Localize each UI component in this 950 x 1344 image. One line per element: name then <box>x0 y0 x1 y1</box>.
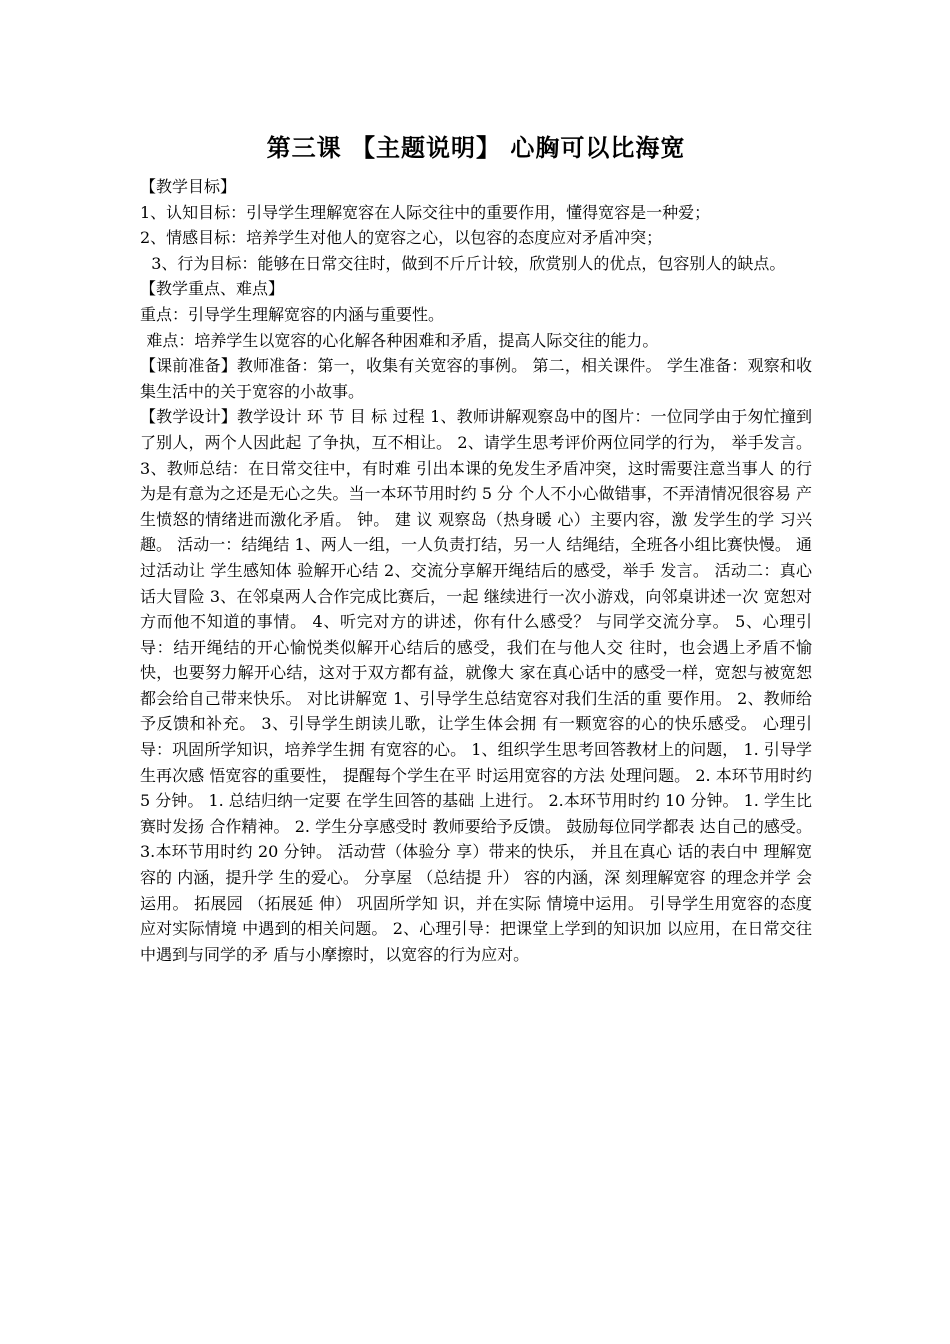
objectives-heading: 【教学目标】 <box>140 177 237 196</box>
key-points-heading: 【教学重点、难点】 <box>140 279 285 299</box>
difficulty-point: 难点：培养学生以宽容的心化解各种困难和矛盾，提高人际交往的能力。 <box>146 330 659 350</box>
document-title: 第三课 【主题说明】 心胸可以比海宽 <box>266 133 686 162</box>
design-paragraph: 【教学设计】教学设计 环 节 目 标 过程 1、教师讲解观察岛中的图片：一位同学由于匆忙撞到了别人，两个人因此起 了争执，互不相让。 2、请学生思考评价两位同学的行为， 举手发言。 3、教师总结：在日常交往中，有时难 引出本课的免发生矛盾冲突，这时需要注意当事人 的行为是有意为之还是无心之失。当一本环节用时约 5 分 个人不小心做错事，不弄清情况很容易 产生愤怒的情绪进而激化矛盾。 钟。 建 议 观察岛（热身暖 心）主要内容，激 发学生的学 习兴趣。 活动一：结绳结 1、两人一组，一人负责打结，另一人 结绳结，全班各小组比赛快慢。 通过活动让 学生感知体 验解开心结 2、交流分享解开绳结后的感受，举手 发言。 活动二：真心话大冒险 3、在邻桌两人合作完成比赛后，一起 继续进行一次小游戏，向邻桌讲述一次 宽恕对方而他不知道的事情。 4、听完对方的讲述，你有什么感受？ 与同学交流分享。 5、心理引导：结开绳结的开心愉悦类似解开心结后的感受，我们在与他人交 往时，也会遇上矛盾不愉快，也要努力解开心结，这对于双方都有益，就像大 家在真心话中的感受一样，宽恕与被宽恕都会给自己带来快乐。 对比讲解宽 1、引导学生总结宽容对我们生活的重 要作用。 2、教师给予反馈和补充。 3、引导学生朗读儿歌，让学生体会拥 有一颗宽容的心的快乐感受。 心理引导：巩固所学知识，培养学生拥 有宽容的心。 1、组织学生思考回答教材上的问题， 1. 引导学生再次感 悟宽容的重要性， 提醒每个学生在平 时运用宽容的方法 处理问题。 2. 本环节用时约 5 分钟。 1. 总结归纳一定要 在学生回答的基础 上进行。 2.本环节用时约 10 分钟。 1. 学生比赛时发扬 合作精神。 2. 学生分享感受时 教师要给予反馈。 鼓励每位同学都表 达自己的感受。 3.本环节用时约 20 分钟。 活动营（体验分 享）带来的快乐， 并且在真心 话的表白中 理解宽容的 内涵，提升学 生的爱心。 分享屋 （总结提 升） 容的内涵，深 刻理解宽容 的理念并学 会运用。 拓展园 （拓展延 伸） 巩固所学知 识，并在实际 情境中运用。 引导学生用宽容的态度应对实际情境 中遇到的相关问题。 2、心理引导：把课堂上学到的知识加 以应用，在日常交往中遇到与同学的矛 盾与小摩擦时，以宽容的行为应对。 <box>140 407 812 964</box>
key-point: 重点：引导学生理解宽容的内涵与重要性。 <box>140 304 445 324</box>
objective-cognitive: 1、认知目标：引导学生理解宽容在人际交往中的重要作用，懂得宽容是一种爱； <box>140 202 711 222</box>
document-page <box>140 130 812 967</box>
objective-behavioral: 3、行为目标：能够在日常交往时，做到不斤斤计较，欣赏别人的优点，包容别人的缺点。 <box>151 253 786 273</box>
objective-emotional: 2、情感目标：培养学生对他人的宽容之心，以包容的态度应对矛盾冲突； <box>140 228 663 248</box>
preparation-paragraph: 【课前准备】教师准备：第一，收集有关宽容的事例。 第二，相关课件。 学生准备：观察和收集生活中的关于宽容的小故事。 <box>140 356 812 401</box>
